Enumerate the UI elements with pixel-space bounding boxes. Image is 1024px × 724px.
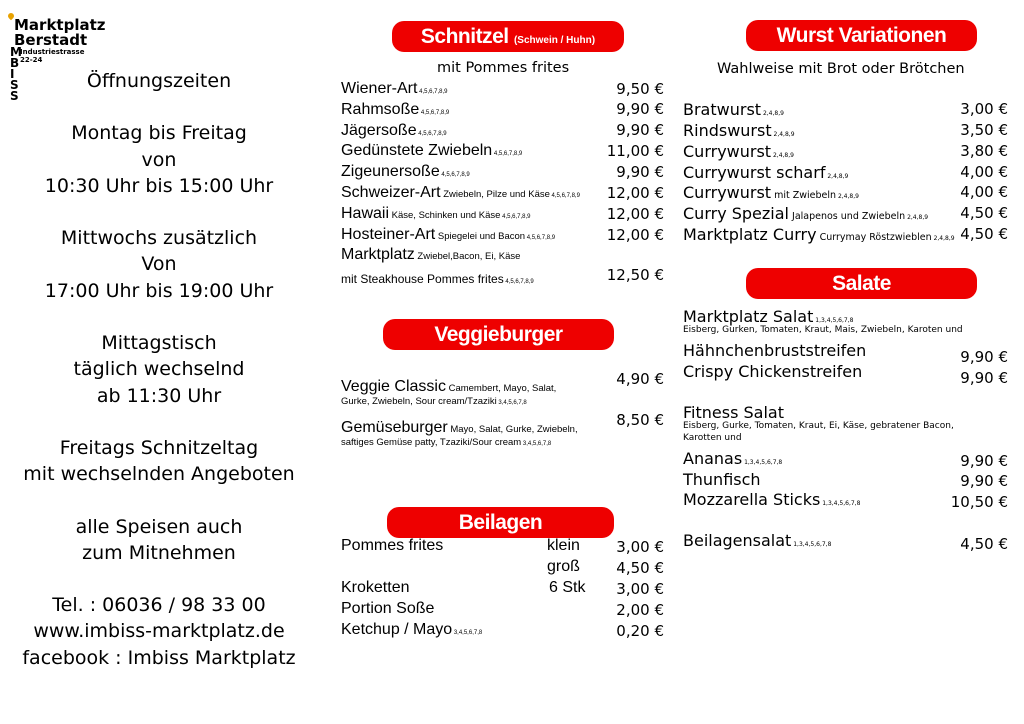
schnitzel-header — [392, 21, 624, 52]
takeaway: alle Speisen auch — [75, 515, 243, 538]
website: www.imbiss-marktplatz.de — [33, 620, 285, 643]
menu-item — [341, 396, 527, 407]
item-price: 8,50 € — [616, 411, 664, 429]
item-desc: Zwiebel,Bacon, Ei, Käse — [414, 251, 521, 262]
logo-letter: S — [10, 89, 19, 103]
item-name: Marktplatz — [341, 246, 415, 263]
logo-address: Industriestrasse 22-24 — [20, 48, 85, 64]
item-desc: mit Zwiebeln — [771, 190, 837, 201]
item-name: Portion Soße — [341, 600, 435, 617]
item-allergens: 4,5,6,7,8,9 — [503, 279, 534, 285]
item-name: Beilagensalat — [683, 531, 792, 550]
item-allergens: 2,4,8,9 — [836, 193, 859, 200]
lunch: Mittagstisch — [101, 332, 217, 355]
item-price: 3,50 € — [960, 121, 1008, 139]
beilagen-header — [387, 507, 614, 538]
logo-line2: Berstadt — [14, 31, 88, 49]
item-allergens: 2,4,8,9 — [905, 214, 929, 221]
item-price: 12,00 € — [606, 184, 664, 202]
hours-title: Öffnungszeiten — [86, 70, 232, 92]
menu-item — [341, 205, 530, 223]
item-price: 11,00 € — [606, 142, 664, 160]
item-price: 2,00 € — [616, 601, 664, 619]
item-name: Marktplatz Curry — [683, 225, 817, 244]
item-desc: Currymay Röstzwieblen — [816, 232, 932, 243]
menu-item — [341, 537, 443, 555]
salate-header — [746, 268, 977, 299]
menu-item — [683, 225, 955, 244]
menu-item — [683, 403, 784, 422]
item-name: Crispy Chickenstreifen — [683, 362, 863, 381]
menu-item — [683, 183, 859, 202]
menu-item — [683, 449, 782, 468]
item-allergens: 3,4,5,6,7,8 — [521, 441, 552, 447]
menu-item — [341, 437, 551, 448]
logo-line1: Marktplatz — [14, 16, 106, 34]
menu-item — [341, 579, 409, 597]
item-name: Currywurst scharf — [683, 163, 826, 182]
logo-letter: M — [10, 45, 22, 59]
item-allergens: 4,5,6,7,8,9 — [419, 110, 450, 116]
item-name: Bratwurst — [683, 100, 762, 119]
item-allergens: 4,5,6,7,8,9 — [549, 193, 580, 199]
menu-item — [683, 341, 866, 360]
item-allergens: 4,5,6,7,8,9 — [492, 151, 523, 157]
item-price: 9,90 € — [960, 348, 1008, 366]
item-desc: Karotten und — [683, 433, 742, 443]
menu-item — [341, 419, 578, 437]
item-allergens: 1,3,4,5,6,7,8 — [791, 541, 832, 548]
item-price: 9,90 € — [616, 163, 664, 181]
item-price: 4,90 € — [616, 370, 664, 388]
logo-letter: B — [10, 56, 20, 70]
item-name: Hawaii — [341, 205, 390, 222]
item-price: 4,50 € — [960, 535, 1008, 553]
friday: Freitags Schnitzeltag — [59, 436, 259, 459]
logo-letter: S — [10, 78, 19, 92]
menu-item — [341, 621, 482, 639]
item-desc: Spiegelei und Bacon — [435, 231, 526, 242]
item-price: 12,00 € — [606, 205, 664, 223]
item-name: Thunfisch — [683, 470, 761, 489]
item-name: Schweizer-Art — [341, 184, 441, 201]
item-desc: Eisberg, Gurke, Tomaten, Kraut, Ei, Käse, gebratener Bacon, — [683, 421, 954, 431]
item-price: 3,80 € — [960, 142, 1008, 160]
item-allergens: 2,4,8,9 — [761, 110, 784, 117]
item-allergens: 4,5,6,7,8,9 — [417, 89, 448, 95]
menu-item — [683, 100, 784, 119]
lunch3: ab 11:30 Uhr — [96, 384, 222, 407]
menu-item — [683, 142, 794, 161]
item-allergens: 2,4,8,9 — [825, 173, 849, 180]
menu-item — [341, 270, 534, 288]
item-name: Wiener-Art — [341, 80, 418, 97]
veggie-title: Veggieburger — [434, 323, 563, 346]
lunch2: täglich wechselnd — [73, 358, 245, 381]
item-name: Hähnchenbruststreifen — [683, 341, 867, 360]
friday2: mit wechselnden Angeboten — [23, 463, 295, 486]
menu-item — [341, 101, 449, 119]
item-price: 3,00 € — [616, 580, 664, 598]
menu-item — [341, 184, 580, 202]
item-price: 9,90 € — [960, 369, 1008, 387]
item-name: Hosteiner-Art — [341, 226, 436, 243]
veggie-header — [383, 319, 614, 350]
item-price: 3,00 € — [960, 100, 1008, 118]
logo-letter: I — [10, 67, 15, 81]
item-name: Pommes frites — [341, 537, 444, 554]
item-name: Kroketten — [341, 579, 410, 596]
item-size: klein — [547, 537, 580, 554]
menu-item — [683, 163, 848, 182]
wurst-subtitle: Wahlweise mit Brot oder Brötchen — [717, 61, 965, 77]
item-price: 4,00 € — [960, 163, 1008, 181]
item-name: Gemüseburger — [341, 419, 448, 436]
item-allergens: 4,5,6,7,8,9 — [416, 131, 447, 137]
menu-item — [341, 142, 522, 160]
item-name: Rahmsoße — [341, 101, 420, 118]
beilagen-title: Beilagen — [458, 511, 543, 534]
salate-title: Salate — [832, 272, 891, 295]
facebook: facebook : Imbiss Marktplatz — [22, 646, 296, 669]
item-desc: Käse, Schinken und Käse — [389, 210, 501, 221]
item-price: 9,50 € — [616, 80, 664, 98]
von2: Von — [141, 253, 177, 276]
item-desc: Eisberg, Gurken, Tomaten, Kraut, Mais, Zwiebeln, Karoten und — [683, 325, 963, 335]
item-name: Rindswurst — [683, 121, 772, 140]
item-desc: Zwiebeln, Pilze und Käse — [440, 189, 550, 200]
item-name: Veggie Classic — [341, 378, 446, 395]
item-price: 4,00 € — [960, 183, 1008, 201]
wurst-title: Wurst Variationen — [776, 24, 947, 47]
item-size: groß — [547, 558, 580, 575]
item-name: Zigeunersoße — [341, 163, 440, 180]
item-desc: saftiges Gemüse patty, Tzaziki/Sour cream — [341, 437, 522, 448]
menu-item — [341, 163, 470, 181]
item-allergens: 1,3,4,5,6,7,8 — [742, 459, 783, 466]
item-desc: Jalapenos und Zwiebeln — [789, 211, 906, 222]
item-allergens: 2,4,8,9 — [771, 131, 795, 138]
menu-item — [341, 246, 520, 264]
item-allergens: 3,4,5,6,7,8 — [496, 400, 527, 406]
info-column — [0, 68, 318, 671]
menu-item — [683, 531, 831, 550]
item-name: Jägersoße — [341, 122, 417, 139]
menu-item — [341, 226, 555, 244]
item-allergens: 4,5,6,7,8,9 — [439, 172, 470, 178]
menu-item — [341, 600, 434, 618]
item-desc: Camembert, Mayo, Salat, — [445, 383, 557, 394]
item-price: 12,50 € — [606, 266, 664, 284]
item-allergens: 1,3,4,5,6,7,8 — [820, 500, 861, 507]
item-allergens: 4,5,6,7,8,9 — [525, 235, 556, 241]
item-allergens: 1,3,4,5,6,7,8 — [813, 317, 854, 324]
item-name: Gedünstete Zwiebeln — [341, 142, 493, 159]
wednesday: Mittwochs zusätzlich — [60, 227, 258, 250]
item-price: 4,50 € — [960, 204, 1008, 222]
item-name: mit Steakhouse Pommes frites — [341, 272, 504, 286]
item-name: Ketchup / Mayo — [341, 621, 453, 638]
item-name: Ananas — [683, 449, 743, 468]
time1: 10:30 Uhr bis 15:00 Uhr — [44, 174, 274, 197]
schnitzel-title: Schnitzel — [420, 25, 509, 48]
schnitzel-subtitle: mit Pommes frites — [437, 60, 570, 76]
item-price: 9,90 € — [616, 121, 664, 139]
item-price: 4,50 € — [616, 559, 664, 577]
menu-item — [683, 121, 795, 140]
item-price: 10,50 € — [950, 493, 1008, 511]
item-allergens: 2,4,8,9 — [771, 152, 794, 159]
von1: von — [141, 148, 177, 171]
weekdays: Montag bis Freitag — [71, 122, 247, 145]
item-name: Currywurst — [683, 142, 772, 161]
item-name: Currywurst — [683, 183, 772, 202]
menu-item — [683, 490, 860, 509]
item-allergens: 2,4,8,9 — [931, 235, 955, 242]
item-name: Marktplatz Salat — [683, 307, 814, 326]
item-price: 0,20 € — [616, 622, 664, 640]
item-price: 9,90 € — [960, 452, 1008, 470]
menu-item — [341, 378, 556, 396]
menu-item — [683, 307, 853, 326]
item-size: 6 Stk — [549, 579, 586, 596]
item-desc: Mayo, Salat, Gurke, Zwiebeln, — [447, 424, 578, 435]
item-allergens: 4,5,6,7,8,9 — [500, 214, 531, 220]
item-price: 4,50 € — [960, 225, 1008, 243]
menu-item — [341, 122, 447, 140]
menu-item — [341, 80, 447, 98]
takeaway2: zum Mitnehmen — [82, 541, 236, 564]
item-name: Curry Spezial — [683, 204, 789, 223]
item-price: 12,00 € — [606, 226, 664, 244]
item-price: 9,90 € — [960, 472, 1008, 490]
menu-item — [683, 470, 761, 489]
menu-item — [683, 204, 928, 223]
phone: Tel. : 06036 / 98 33 00 — [52, 594, 266, 617]
item-desc: Gurke, Zwiebeln, Sour cream/Tzaziki — [341, 396, 497, 407]
time2: 17:00 Uhr bis 19:00 Uhr — [44, 279, 274, 302]
schnitzel-title-small: (Schwein / Huhn) — [513, 35, 596, 46]
item-name: Fitness Salat — [683, 403, 784, 422]
item-price: 3,00 € — [616, 538, 664, 556]
item-price: 9,90 € — [616, 100, 664, 118]
item-allergens: 3,4,5,6,7,8 — [452, 630, 483, 636]
wurst-header — [746, 20, 977, 51]
menu-item — [683, 362, 862, 381]
item-name: Mozzarella Sticks — [683, 490, 821, 509]
